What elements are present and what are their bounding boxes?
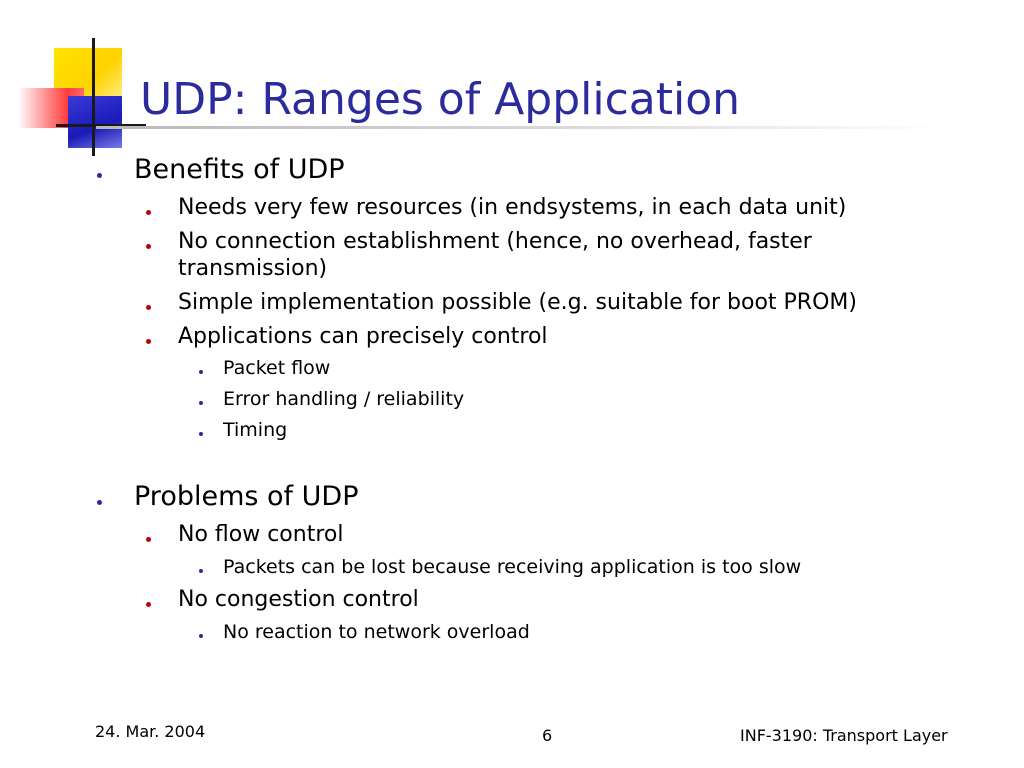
sub-list-item: Error handling / reliability: [223, 388, 465, 410]
bullet-level3: [199, 370, 203, 374]
list-item: Applications can precisely control: [178, 324, 548, 349]
bullet-level3: [199, 634, 203, 638]
bullet-level3: [199, 432, 203, 436]
footer-course-title: INF-3190: Transport Layer: [740, 726, 948, 745]
bullet-level2: [146, 339, 151, 344]
section-heading-problems: Problems of UDP: [134, 481, 359, 512]
footer-page-number: 6: [542, 726, 553, 745]
list-item: Simple implementation possible (e.g. suitable for boot PROM): [178, 290, 857, 315]
list-item: No connection establishment (hence, no overhead, faster: [178, 229, 812, 254]
bullet-level2: [146, 305, 151, 310]
footer-date: 24. Mar. 2004: [95, 722, 206, 741]
sub-list-item: Timing: [223, 419, 288, 441]
bullet-level2: [146, 210, 151, 215]
slide-title: UDP: Ranges of Application: [140, 74, 741, 125]
list-item: Needs very few resources (in endsystems, in each data unit): [178, 195, 847, 220]
bullet-level1: [97, 173, 102, 178]
bullet-level2: [146, 602, 151, 607]
bullet-level2: [146, 537, 151, 542]
sub-list-item: No reaction to network overload: [223, 621, 530, 643]
bullet-level3: [199, 401, 203, 405]
bullet-level1: [97, 500, 102, 505]
section-heading-benefits: Benefits of UDP: [134, 154, 345, 185]
list-item: No flow control: [178, 522, 344, 547]
bullet-level2: [146, 244, 151, 249]
list-item: No congestion control: [178, 587, 419, 612]
sub-list-item: Packets can be lost because receiving application is too slow: [223, 556, 802, 578]
bullet-level3: [199, 569, 203, 573]
sub-list-item: Packet flow: [223, 357, 331, 379]
list-item-continuation: transmission): [178, 256, 328, 281]
